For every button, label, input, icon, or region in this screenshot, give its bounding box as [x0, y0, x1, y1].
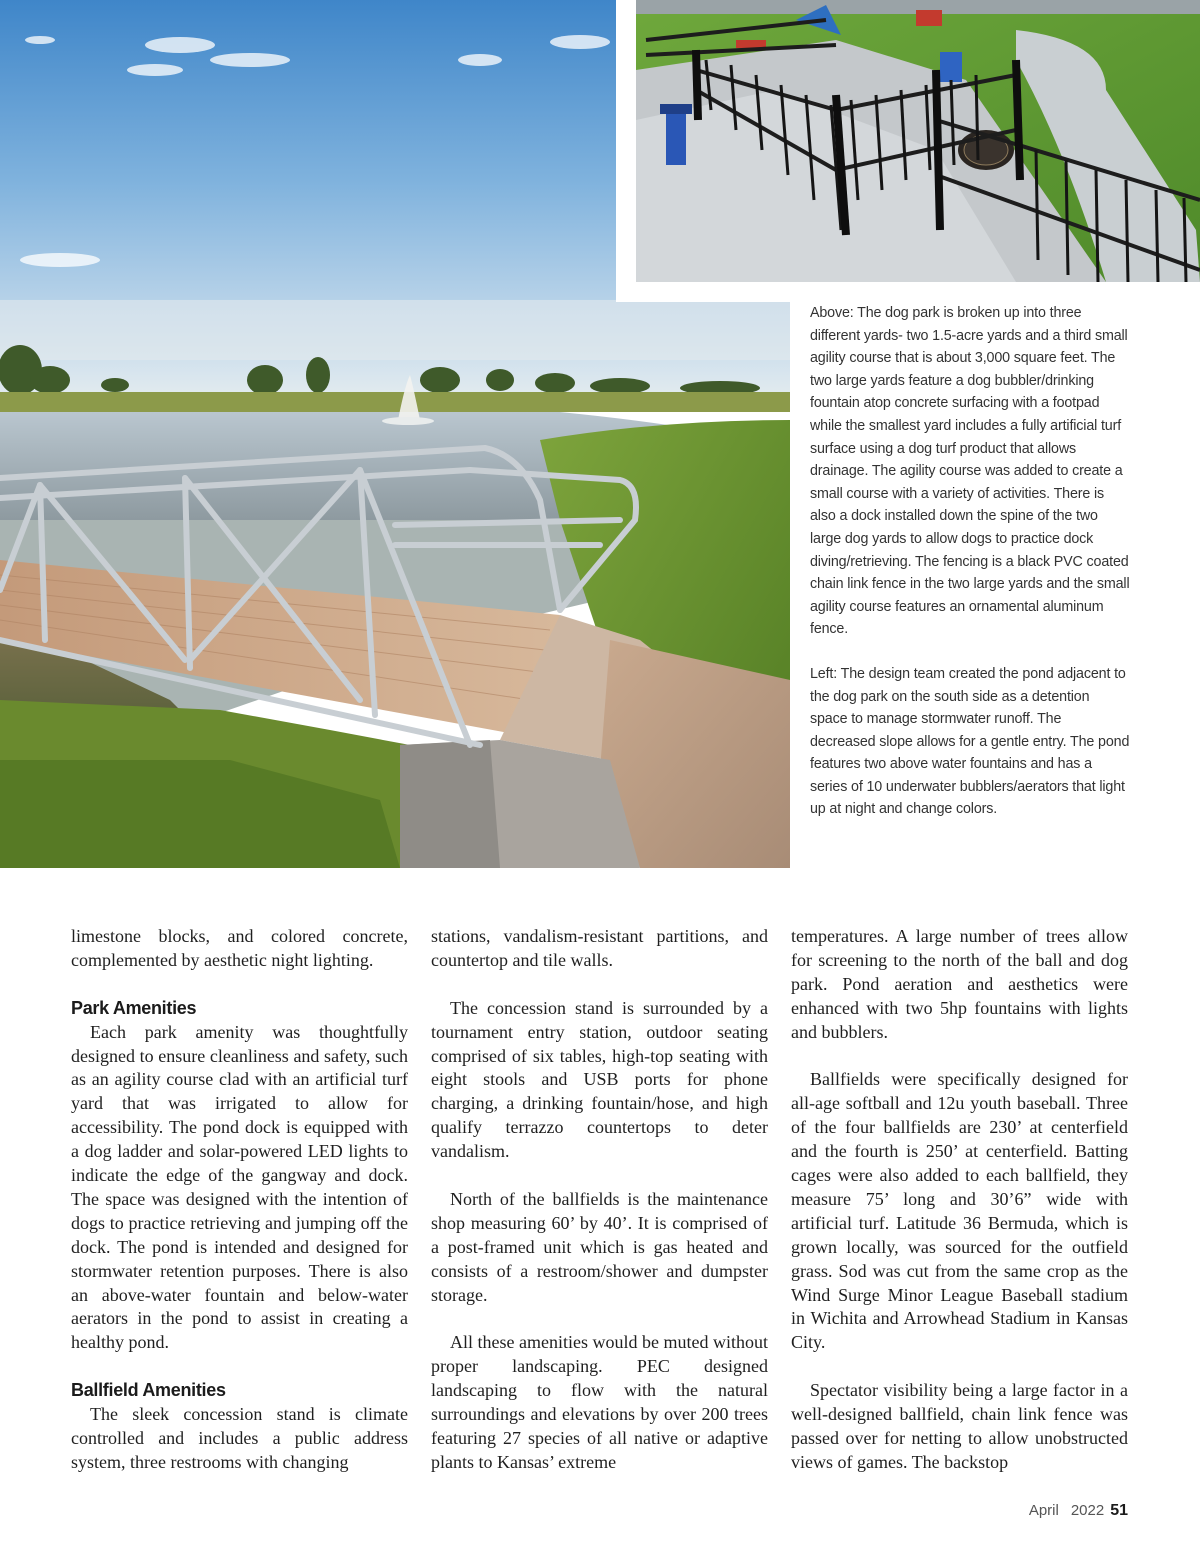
- photo-caption: [810, 302, 1130, 843]
- inset-photo-dog-park: [636, 0, 1200, 282]
- paragraph: Spectator visibility being a large factor in a well-designed ballfield, chain link fence was passed over for netting to allow unobstructed views of games. The backstop: [791, 1380, 1128, 1472]
- paragraph: North of the ballfields is the maintenance shop measuring 60’ by 40’. It is comprised of a post-framed unit which is gas heated and consists of a restroom/shower and dumpster storage.: [431, 1188, 768, 1305]
- paragraph: Each park amenity was thoughtfully designed to ensure cleanliness and safety, such as an agility course clad with an artificial turf yard that was irrigated to allow for accessibility. The pond dock is equipped with a dog ladder and solar-powered LED lights to indicate the edge of the gangway and dock. The space was designed with the intention of dogs to practice retrieving and jumping off the dock. The pond is intended and designed for stormwater retention purposes. There is also an above-water fountain and below-water aerators in the pond to assist in creating a healthy pond.: [71, 1021, 408, 1353]
- folio-month: April: [1028, 1502, 1059, 1519]
- heading-park-amenities: Park Amenities: [71, 997, 197, 1018]
- paragraph: limestone blocks, and colored concrete, complemented by aesthetic night lighting.: [71, 926, 408, 970]
- paragraph: temperatures. A large number of trees allow for screening to the north of the ball and dog park. Pond aeration and aesthetics were enhanced with two 5hp fountains with lights and bubblers.: [791, 926, 1128, 1042]
- article-column-2: [431, 925, 768, 1475]
- page-number: 51: [1110, 1502, 1128, 1519]
- paragraph: stations, vandalism-resistant partitions, and countertop and tile walls.: [431, 926, 768, 970]
- inset-frame-vertical: [616, 0, 636, 302]
- page-folio: [1029, 1502, 1128, 1520]
- dog-park-illustration: [636, 0, 1200, 282]
- caption-left: Left: The design team created the pond adjacent to the dog park on the south side as a detention space to manage stormwater runoff. The decreased slope allows for a gentle entry. The pond features two above water fountains and has a series of 10 underwater bubblers/aerators that light up at night and change colors.: [810, 665, 1130, 818]
- paragraph: All these amenities would be muted without proper landscaping. PEC designed landscaping to flow with the natural surroundings and elevations by over 200 trees featuring 27 species of all native or adaptive plants to Kansas’ extreme: [431, 1332, 768, 1472]
- article-column-3: [791, 925, 1128, 1475]
- paragraph: The concession stand is surrounded by a tournament entry station, outdoor seating comprised of six tables, high-top seating with eight stools and USB ports for phone charging, a drinking fountain/hose, and high qualify terrazzo countertops to deter vandalism.: [431, 997, 768, 1162]
- paragraph: The sleek concession stand is climate controlled and includes a public address system, three restrooms with changing: [71, 1404, 408, 1472]
- folio-year: 2022: [1070, 1502, 1105, 1519]
- article-column-1: [71, 925, 408, 1475]
- inset-frame-horizontal: [616, 282, 1200, 302]
- paragraph: Ballfields were specifically designed for all-age softball and 12u youth baseball. Three of the four ballfields are 230’ at centerfield and the fourth is 250’ at centerfield. Batting cages were also added to each ballfield, they measure 75’ long and 30’6” wide with artificial turf. Latitude 36 Bermuda, which is grown locally, was sourced for the outfield grass. Sod was cut from the same crop as the Wind Surge Minor League Baseball stadium in Wichita and Arrowhead Stadium in Kansas City.: [791, 1069, 1128, 1353]
- heading-ballfield-amenities: Ballfield Amenities: [71, 1380, 226, 1401]
- caption-above: Above: The dog park is broken up into three different yards- two 1.5-acre yards and a third small agility course that is about 3,000 square feet. The two large yards feature a dog bubbler/drinking fountain atop concrete surfacing with a footpad while the smallest yard includes a fully artificial turf surface using a dog turf product that allows drainage. The agility course was added to create a small course with a variety of activities. There is also a dock installed down the spine of the two large dog yards to allow dogs to practice dock diving/retrieving. The fencing is a black PVC coated chain link fence in the two large yards and the small agility course features an ornamental aluminum fence.: [810, 305, 1130, 638]
